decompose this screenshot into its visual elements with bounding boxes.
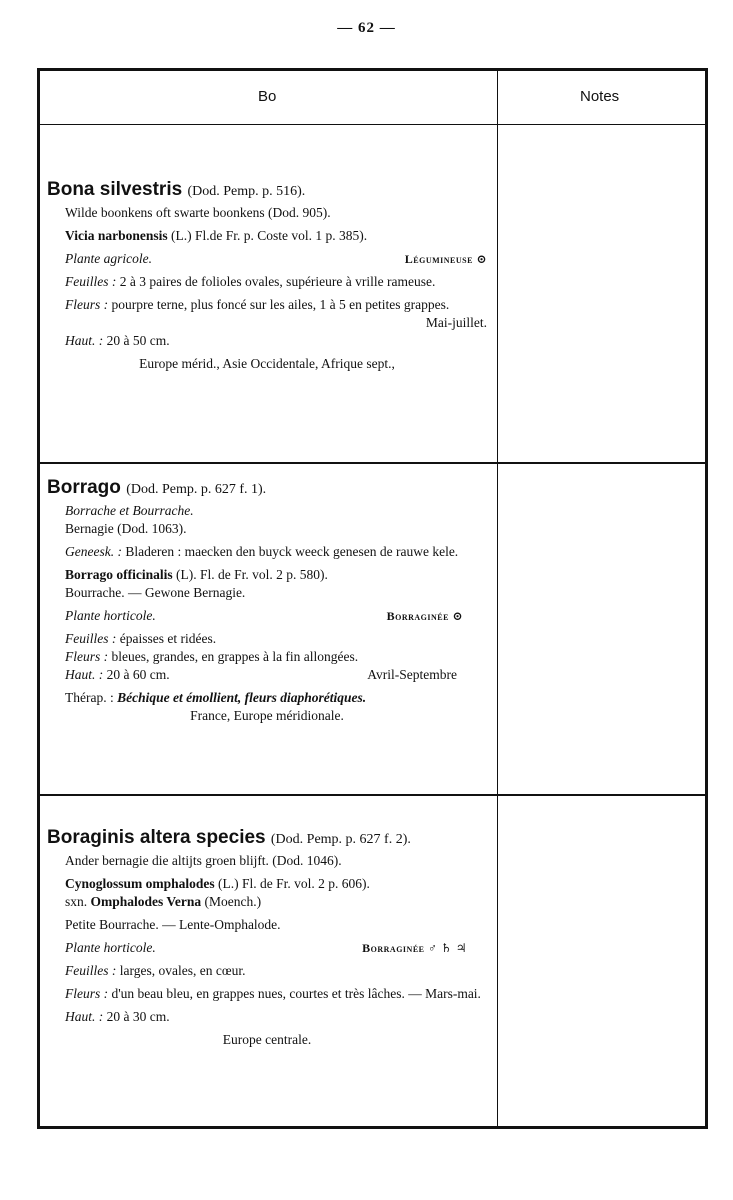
- leaves-line: [47, 630, 487, 648]
- entry-divider-1: [37, 462, 708, 464]
- height-label: Haut. :: [65, 1009, 104, 1024]
- page-number: — 62 —: [337, 20, 396, 36]
- column-header-left: Bo: [258, 88, 277, 105]
- flowering-period: Avril-Septembre: [367, 667, 457, 682]
- flowers-line: [47, 296, 487, 314]
- therapy-line: [47, 689, 487, 707]
- height-line: [47, 1008, 487, 1026]
- plant-type-row: [47, 939, 487, 957]
- therapy-label: Thérap. :: [65, 690, 114, 705]
- flowering-period: Mai-juillet.: [425, 315, 487, 330]
- entry-title-reference: (Dod. Pemp. p. 627 f. 1).: [126, 482, 267, 497]
- flowers-label: Fleurs :: [65, 297, 109, 312]
- synonym-ref: (L). Fl. de Fr. vol. 2 p. 580).: [176, 567, 328, 582]
- synonym-line: [47, 566, 487, 584]
- entry-title-text: Borrago: [47, 477, 121, 498]
- entry-title-reference: (Dod. Pemp. p. 627 f. 2).: [270, 832, 411, 847]
- leaves-line: [47, 273, 487, 291]
- height-value: 20 à 50 cm.: [106, 333, 170, 348]
- height-label: Haut. :: [65, 333, 104, 348]
- synonym-line: [47, 227, 487, 245]
- medicinal-text: Bladeren : maecken den buyck weeck genesen de rauwe kele.: [125, 544, 459, 559]
- plant-type: Plante agricole.: [65, 251, 152, 266]
- entry-title: [47, 178, 487, 204]
- distribution: France, Europe méridionale.: [190, 708, 344, 723]
- entry-line: Bernagie (Dod. 1063).: [65, 521, 187, 536]
- flowers-text: pourpre terne, plus foncé sur les ailes, 1 à 5 en petites grappes.: [111, 297, 450, 312]
- height-value: 20 à 30 cm.: [106, 1009, 170, 1024]
- height-value: 20 à 60 cm.: [106, 667, 170, 682]
- flowers-line: [47, 648, 487, 666]
- plant-type-row: [47, 250, 487, 268]
- height-row: [47, 666, 487, 684]
- synonym-name: Cynoglossum omphalodes: [65, 876, 215, 891]
- header-rule: [37, 124, 708, 125]
- entry-title-reference: (Dod. Pemp. p. 516).: [187, 184, 306, 199]
- entry-title: [47, 826, 487, 852]
- synonym-name: Borrago officinalis: [65, 567, 173, 582]
- synonym-name: Omphalodes Verna: [90, 894, 202, 909]
- table-top-rule: [37, 68, 708, 71]
- height-line: [47, 332, 487, 350]
- common-names: Petite Bourrache. — Lente-Omphalode.: [65, 917, 281, 932]
- entry-title-text: Bona silvestris: [47, 179, 183, 200]
- entry-line: Ander bernagie die altijts groen blijft. (Dod. 1046).: [65, 853, 342, 868]
- column-divider: [497, 70, 498, 1128]
- entry-line: Borrache et Bourrache.: [65, 503, 194, 518]
- entry-title: [47, 476, 487, 502]
- synonym-line-2: [47, 893, 487, 911]
- medicinal-label: Geneesk. :: [65, 544, 122, 559]
- common-names: Bourrache. — Gewone Bernagie.: [65, 585, 246, 600]
- plant-family: Légumineuse ⊙: [404, 252, 487, 266]
- therapy-text: Béchique et émollient, fleurs diaphorétiques.: [117, 690, 367, 705]
- plant-family: Borraginée ⊙: [386, 609, 463, 623]
- entry-borrago: [47, 476, 487, 725]
- distribution: Europe mérid., Asie Occidentale, Afrique sept.,: [139, 356, 395, 371]
- synonym-name: Vicia narbonensis: [65, 228, 168, 243]
- leaves-text: larges, ovales, en cœur.: [119, 963, 246, 978]
- table-bottom-rule: [37, 1126, 708, 1129]
- entry-boraginis-altera-species: [47, 826, 487, 1049]
- medicinal-line: [47, 543, 487, 561]
- plant-type: Plante horticole.: [65, 608, 156, 623]
- leaves-text: 2 à 3 paires de folioles ovales, supérieure à vrille rameuse.: [119, 274, 436, 289]
- synonym-ref: (L.) Fl.de Fr. p. Coste vol. 1 p. 385).: [171, 228, 368, 243]
- flowers-label: Fleurs :: [65, 986, 109, 1001]
- flowers-line: [47, 985, 487, 1003]
- height-label: Haut. :: [65, 667, 104, 682]
- column-header-notes: Notes: [580, 88, 620, 105]
- plant-type: Plante horticole.: [65, 940, 156, 955]
- leaves-label: Feuilles :: [65, 963, 117, 978]
- synonym-prefix: sxn.: [65, 894, 88, 909]
- plant-family: Borraginée ♂ ♄ ♃: [362, 941, 467, 955]
- flowers-text: d'un beau bleu, en grappes nues, courtes et très lâches. — Mars-mai.: [111, 986, 481, 1001]
- synonym-ref: (Moench.): [204, 894, 262, 909]
- flowers-text: bleues, grandes, en grappes à la fin allongées.: [111, 649, 359, 664]
- entry-line: Wilde boonkens oft swarte boonkens (Dod. 905).: [65, 205, 331, 220]
- entry-bona-silvestris: [47, 178, 487, 373]
- leaves-line: [47, 962, 487, 980]
- synonym-ref: (L.) Fl. de Fr. vol. 2 p. 606).: [218, 876, 370, 891]
- leaves-text: épaisses et ridées.: [119, 631, 217, 646]
- synonym-line: [47, 875, 487, 893]
- distribution: Europe centrale.: [222, 1032, 312, 1047]
- plant-type-row: [47, 607, 487, 625]
- entry-divider-2: [37, 794, 708, 796]
- flowers-label: Fleurs :: [65, 649, 109, 664]
- leaves-label: Feuilles :: [65, 631, 117, 646]
- leaves-label: Feuilles :: [65, 274, 117, 289]
- entry-title-text: Boraginis altera species: [47, 827, 266, 848]
